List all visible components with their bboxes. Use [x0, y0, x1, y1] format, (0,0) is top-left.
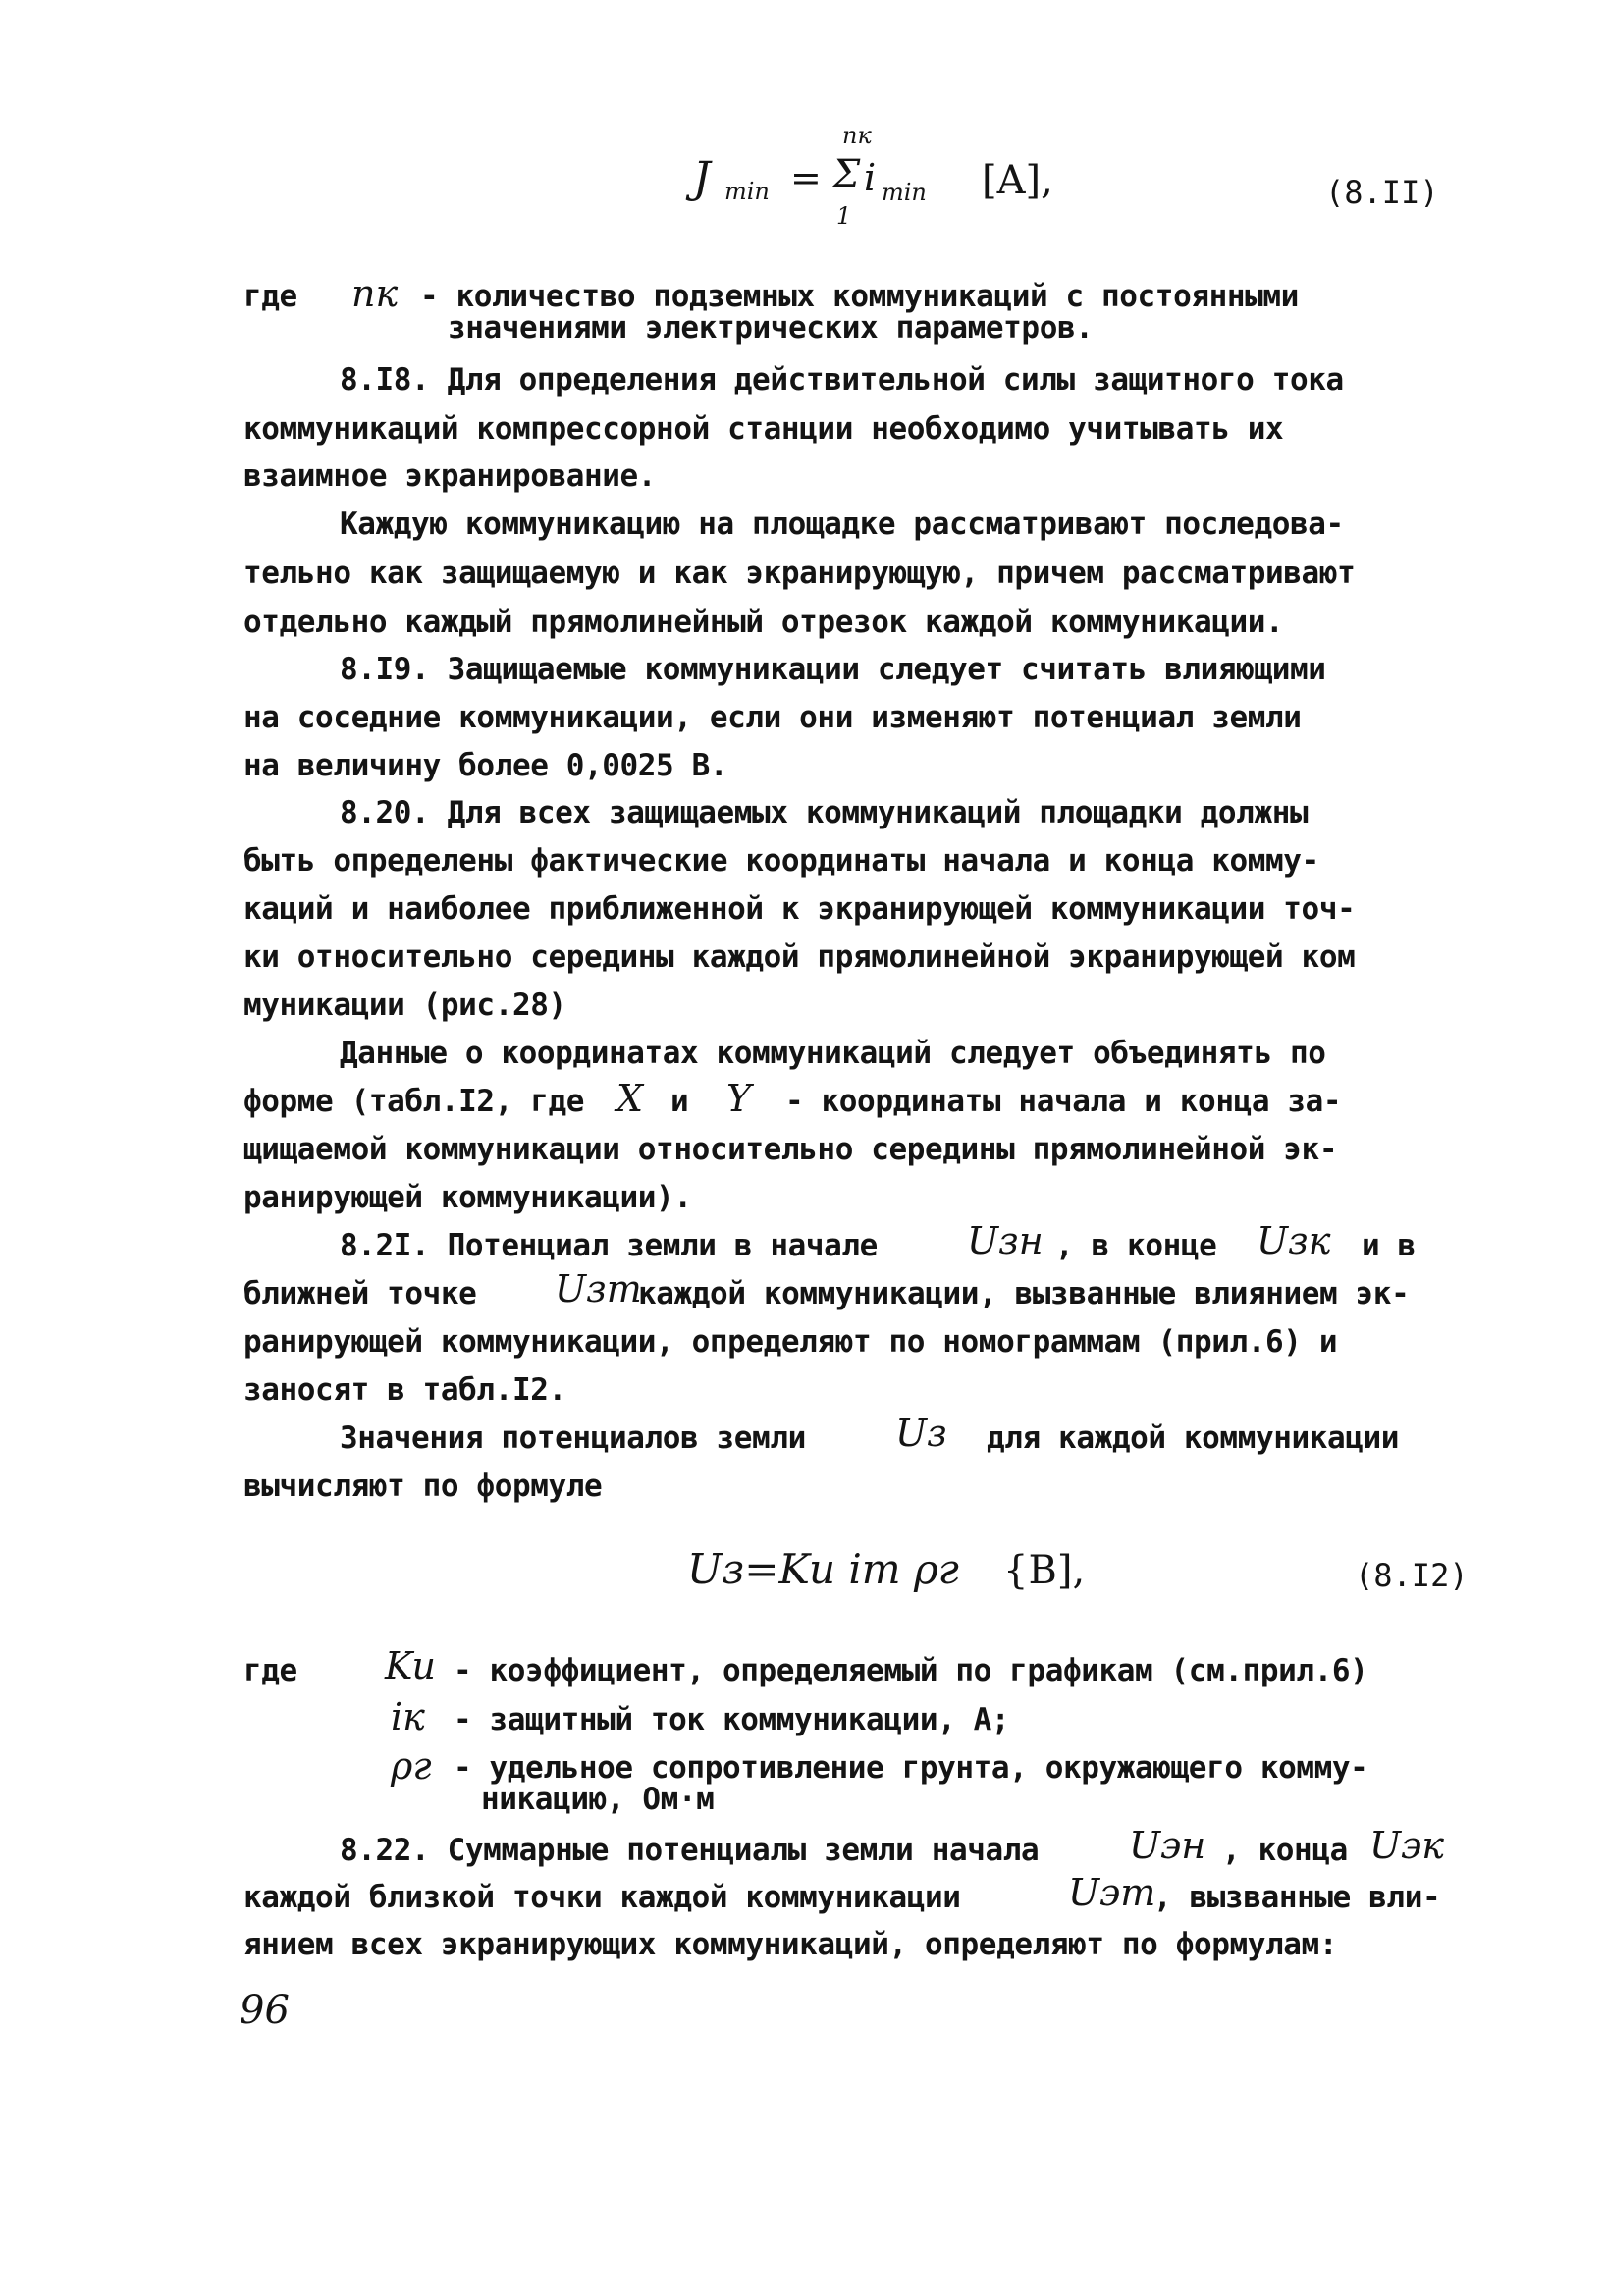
paragraph-line: вычисляют по формуле	[243, 1468, 603, 1504]
symbol-u-en: Uэн	[1129, 1824, 1206, 1867]
paragraph-line: заносят в табл.I2.	[243, 1372, 566, 1408]
paragraph-line: каций и наиболее приближенной к экранирующей коммуникации точ-	[243, 891, 1356, 927]
symbol-u-ek: Uэк	[1369, 1824, 1444, 1867]
paragraph-line: 8.20. Для всех защищаемых коммуникаций площадки должны	[340, 795, 1309, 830]
symbol-y: Y	[726, 1077, 752, 1120]
paragraph-line: ки относительно середины каждой прямолинейной экранирующей ком	[243, 939, 1356, 975]
paragraph-line: тельно как защищаемую и как экранирующую, причем рассматривают	[243, 556, 1356, 591]
paragraph-line: ближней точке	[243, 1276, 477, 1311]
sum-sign: Σ	[832, 152, 861, 197]
paragraph-line: коммуникаций компрессорной станции необходимо учитывать их	[243, 411, 1284, 447]
paragraph-line: Данные о координатах коммуникаций следует объединять по	[340, 1036, 1326, 1071]
symbol-x: X	[616, 1077, 644, 1120]
paragraph-line: для каждой коммуникации	[987, 1420, 1400, 1456]
symbol-ku: Ku	[385, 1644, 437, 1687]
symbol-nk: nк	[351, 272, 399, 315]
definition-line: - количество подземных коммуникаций с постоянными	[420, 279, 1299, 314]
formula-equals: =	[790, 156, 822, 199]
symbol-u-zt: Uзт	[555, 1267, 642, 1310]
paragraph-line: 8.22. Суммарные потенциалы земли начала	[340, 1833, 1040, 1868]
paragraph-line: на величину более 0,0025 В.	[243, 748, 728, 783]
paragraph-line: 8.2I. Потенциал земли в начале	[340, 1228, 878, 1263]
formula-term-sub: min	[882, 179, 927, 206]
paragraph-line: форме (табл.I2, где	[243, 1084, 585, 1119]
paragraph-line: , конца	[1222, 1833, 1348, 1868]
symbol-u-zn: Uзн	[967, 1219, 1044, 1262]
equation-number-8-12: (8.I2)	[1355, 1557, 1469, 1594]
symbol-u-zk: Uзк	[1257, 1219, 1331, 1262]
symbol-u-et: Uэт	[1068, 1871, 1156, 1914]
paragraph-line: , в конце	[1055, 1228, 1217, 1263]
paragraph-line: на соседние коммуникации, если они изменяют потенциал земли	[243, 700, 1302, 735]
paragraph-line: и в	[1362, 1228, 1416, 1263]
page-number: 96	[240, 1988, 290, 2033]
symbol-u-z: Uз	[895, 1412, 947, 1455]
where-label: где	[243, 279, 297, 314]
formula-unit: {В],	[1003, 1548, 1086, 1593]
paragraph-line: ранирующей коммуникации).	[243, 1180, 692, 1215]
formula-term: i	[864, 156, 877, 199]
formula-unit: [A],	[982, 158, 1053, 203]
paragraph-line: каждой коммуникации, вызванные влиянием эк-	[638, 1276, 1410, 1311]
paragraph-line: ранирующей коммуникации, определяют по номограммам (прил.6) и	[243, 1324, 1338, 1360]
symbol-rho: ρг	[391, 1744, 432, 1788]
paragraph-line: взаимное экранирование.	[243, 458, 657, 494]
definition-line: значениями электрических параметров.	[448, 310, 1094, 346]
paragraph-line: Каждую коммуникацию на площадке рассматривают последова-	[340, 507, 1344, 542]
paragraph-line: муникации (рис.28)	[243, 988, 566, 1023]
definition-line: - коэффициент, определяемый по графикам (см.прил.6)	[454, 1653, 1368, 1688]
paragraph-line: щищаемой коммуникации относительно середины прямолинейной эк-	[243, 1132, 1338, 1167]
paragraph-line: , вызванные вли-	[1153, 1880, 1441, 1915]
paragraph-line: 8.I8. Для определения действительной силы защитного тока	[340, 362, 1344, 398]
paragraph-line: и	[670, 1084, 689, 1119]
formula-lhs-sub: min	[724, 178, 770, 205]
definition-line: - удельное сопротивление грунта, окружающего комму-	[454, 1750, 1368, 1786]
paragraph-line: Значения потенциалов земли	[340, 1420, 806, 1456]
equation-number-8-11: (8.II)	[1325, 174, 1439, 211]
paragraph-line: янием всех экранирующих коммуникаций, определяют по формулам:	[243, 1927, 1338, 1962]
paragraph-line: - координаты начала и конца за-	[785, 1084, 1342, 1119]
paragraph-line: отдельно каждый прямолинейный отрезок каждой коммуникации.	[243, 605, 1284, 640]
symbol-ik: iк	[391, 1695, 425, 1738]
paragraph-line: быть определены фактические координаты начала и конца комму-	[243, 843, 1319, 879]
definition-line: никацию, Ом·м	[481, 1782, 715, 1817]
where-label: где	[243, 1653, 297, 1688]
sum-upper-limit: nк	[842, 122, 872, 149]
definition-line: - защитный ток коммуникации, А;	[454, 1702, 1010, 1737]
formula-lhs: J	[693, 153, 711, 203]
sum-lower-limit: 1	[836, 202, 852, 230]
formula-8-12: Uз=Ku iт ρг	[687, 1545, 959, 1593]
paragraph-line: каждой близкой точки каждой коммуникации	[243, 1880, 961, 1915]
paragraph-line: 8.I9. Защищаемые коммуникации следует считать влияющими	[340, 652, 1326, 687]
